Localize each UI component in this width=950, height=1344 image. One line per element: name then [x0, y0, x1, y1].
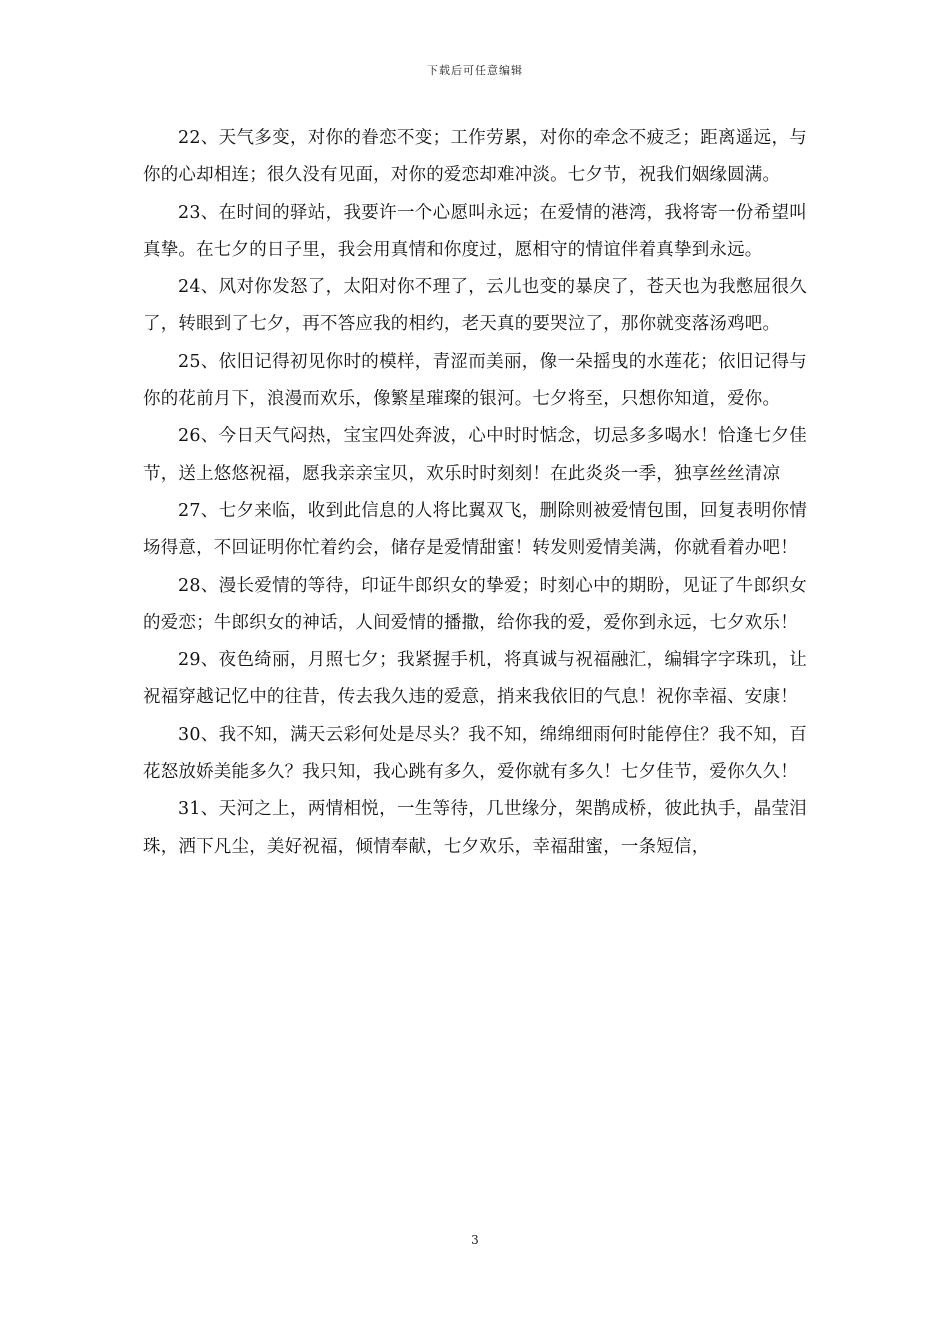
paragraph-23: 23、在时间的驿站，我要许一个心愿叫永远；在爱情的港湾，我将寄一份希望叫真挚。在七夕的日子里，我会用真情和你度过，愿相守的情谊伴着真挚到永远。 — [143, 202, 807, 260]
paragraph-28: 28、漫长爱情的等待，印证牛郎织女的挚爱；时刻心中的期盼，见证了牛郎织女的爱恋；牛郎织女的神话，人间爱情的播撒，给你我的爱，爱你到永远，七夕欢乐！ — [143, 575, 807, 633]
paragraph-24: 24、风对你发怒了，太阳对你不理了，云儿也变的暴戾了，苍天也为我憋屈很久了，转眼到了七夕，再不答应我的相约，老天真的要哭泣了，那你就变落汤鸡吧。 — [143, 277, 807, 335]
paragraph-31: 31、天河之上，两情相悦，一生等待，几世缘分，架鹊成桥，彼此执手，晶莹泪珠，洒下凡尘，美好祝福，倾情奉献，七夕欢乐，幸福甜蜜，一条短信， — [143, 799, 807, 857]
paragraph-25: 25、依旧记得初见你时的模样，青涩而美丽，像一朵摇曳的水莲花；依旧记得与你的花前月下，浪漫而欢乐，像繁星璀璨的银河。七夕将至，只想你知道，爱你。 — [143, 351, 807, 410]
page-number: 3 — [471, 1233, 479, 1247]
page-header: 下载后可任意编辑 — [427, 64, 523, 77]
paragraph-29: 29、夜色绮丽，月照七夕；我紧握手机，将真诚与祝福融汇，编辑字字珠玑，让祝福穿越记忆中的往昔，传去我久违的爱意，捎来我依旧的气息！祝你幸福、安康！ — [143, 650, 807, 708]
paragraph-27: 27、七夕来临，收到此信息的人将比翼双飞，删除则被爱情包围，回复表明你情场得意，不回证明你忙着约会，储存是爱情甜蜜！转发则爱情美满，你就看着办吧！ — [143, 500, 807, 559]
document-body — [143, 120, 807, 866]
paragraph-30: 30、我不知，满天云彩何处是尽头？我不知，绵绵细雨何时能停住？我不知，百花怒放娇美能多久？我只知，我心跳有多久，爱你就有多久！七夕佳节，爱你久久！ — [143, 724, 807, 783]
paragraph-26: 26、今日天气闷热，宝宝四处奔波，心中时时惦念，切忌多多喝水！恰逢七夕佳节，送上悠悠祝福，愿我亲亲宝贝，欢乐时时刻刻！在此炎炎一季，独享丝丝清凉 — [143, 426, 807, 484]
paragraph-22: 22、天气多变，对你的眷恋不变；工作劳累，对你的牵念不疲乏；距离遥远，与你的心却相连；很久没有见面，对你的爱恋却难冲淡。七夕节，祝我们姻缘圆满。 — [143, 128, 807, 186]
